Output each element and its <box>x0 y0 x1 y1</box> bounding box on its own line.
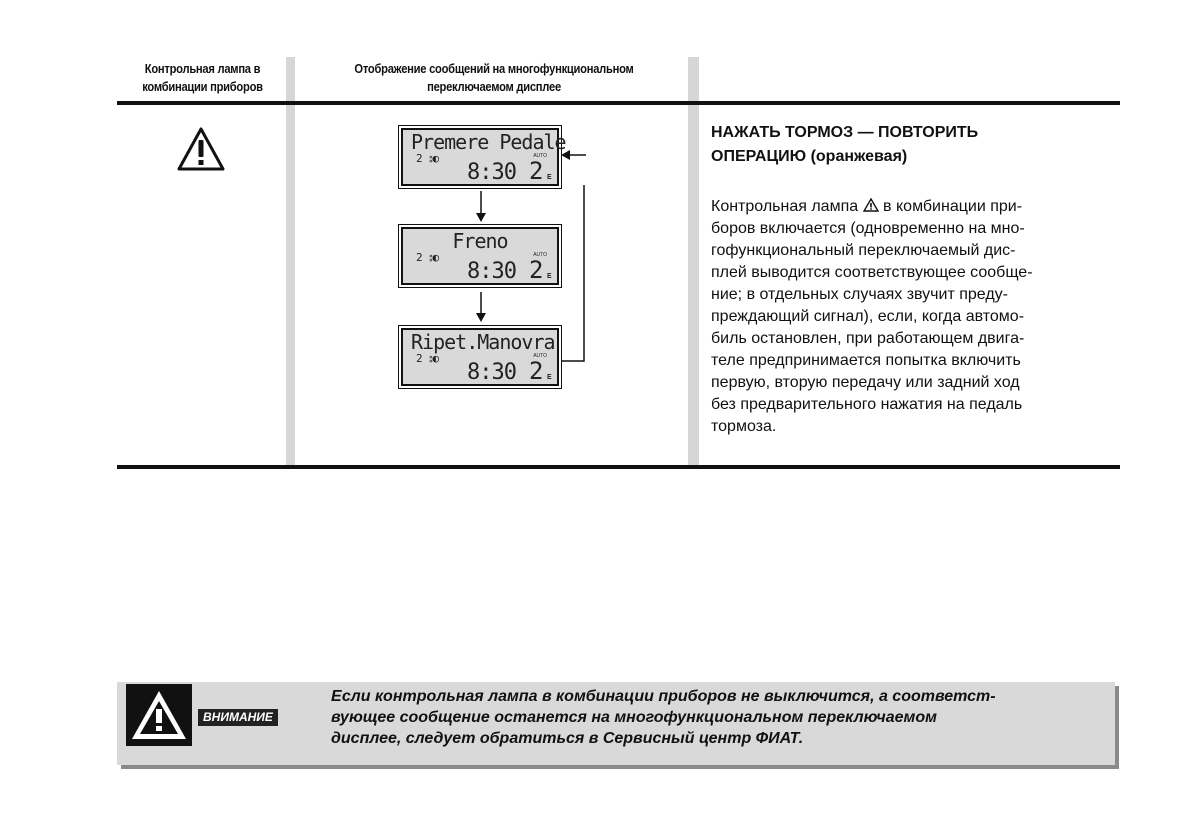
display-gear: 2 ⦂◐ <box>416 152 440 165</box>
warning-triangle-icon <box>176 126 226 172</box>
warning-text: Если контрольная лампа в комбинации приборов не выключится, а соответст- вующее сообщение останется на многофункциональном переключаемом дисплее, следует обратиться в Сервисный центр ФИАТ. <box>331 688 996 747</box>
display-time: 8:30 <box>467 259 516 284</box>
headlight-icon: ⦂◐ <box>429 152 440 165</box>
display-e: E <box>547 374 552 381</box>
message-body: Контрольная лампа в комбинации при- боров включается (одновременно на мно- гофункциональный переключаемый дис- плей выводится соответствующее сообще- ние; в отдельных случаях звучит преду- преждающий сигнал), если, когда автомо- биль остановлен, при работающем двига- теле предпринимается попытка включить первую, вторую передачу или задний ход без предварительного нажатия на педаль тормоза. <box>711 198 1033 435</box>
message-title: НАЖАТЬ ТОРМОЗ — ПОВТОРИТЬ ОПЕРАЦИЮ (оранжевая) <box>711 124 979 165</box>
column-separator-right <box>688 57 699 468</box>
warning-triangle-icon <box>863 198 879 212</box>
display-big-gear: 2 <box>529 256 544 284</box>
warning-triangle-icon <box>126 684 192 746</box>
table-header-rule <box>117 101 1120 105</box>
display-premere-pedale <box>401 128 566 186</box>
display-time: 8:30 <box>467 160 516 185</box>
display-big-gear: 2 <box>529 357 544 385</box>
column-separator-left <box>286 57 295 468</box>
display-e: E <box>547 273 552 280</box>
header-lamp-column: Контрольная лампа в комбинации приборов <box>142 61 263 94</box>
display-auto: AUTO <box>533 153 547 159</box>
header-display-column: Отображение сообщений на многофункциональном переключаемом дисплее <box>354 61 634 94</box>
display-time: 8:30 <box>467 360 516 385</box>
display-gear: 2 ⦂◐ <box>416 352 440 365</box>
display-gear: 2 ⦂◐ <box>416 251 440 264</box>
headlight-icon: ⦂◐ <box>429 251 440 264</box>
warning-label: ВНИМАНИЕ <box>198 709 278 726</box>
display-message: Ripet.Manovra <box>411 330 555 354</box>
display-big-gear: 2 <box>529 157 544 185</box>
display-e: E <box>547 174 552 181</box>
display-message: Premere Pedale <box>411 130 566 154</box>
display-auto: AUTO <box>533 252 547 258</box>
headlight-icon: ⦂◐ <box>429 352 440 365</box>
warning-notice <box>117 682 1115 765</box>
table-bottom-rule <box>117 465 1120 469</box>
loop-arrow-icon <box>560 148 588 162</box>
display-auto: AUTO <box>533 353 547 359</box>
flow-arrow-icon <box>470 185 590 375</box>
display-message: Freno <box>452 229 508 253</box>
